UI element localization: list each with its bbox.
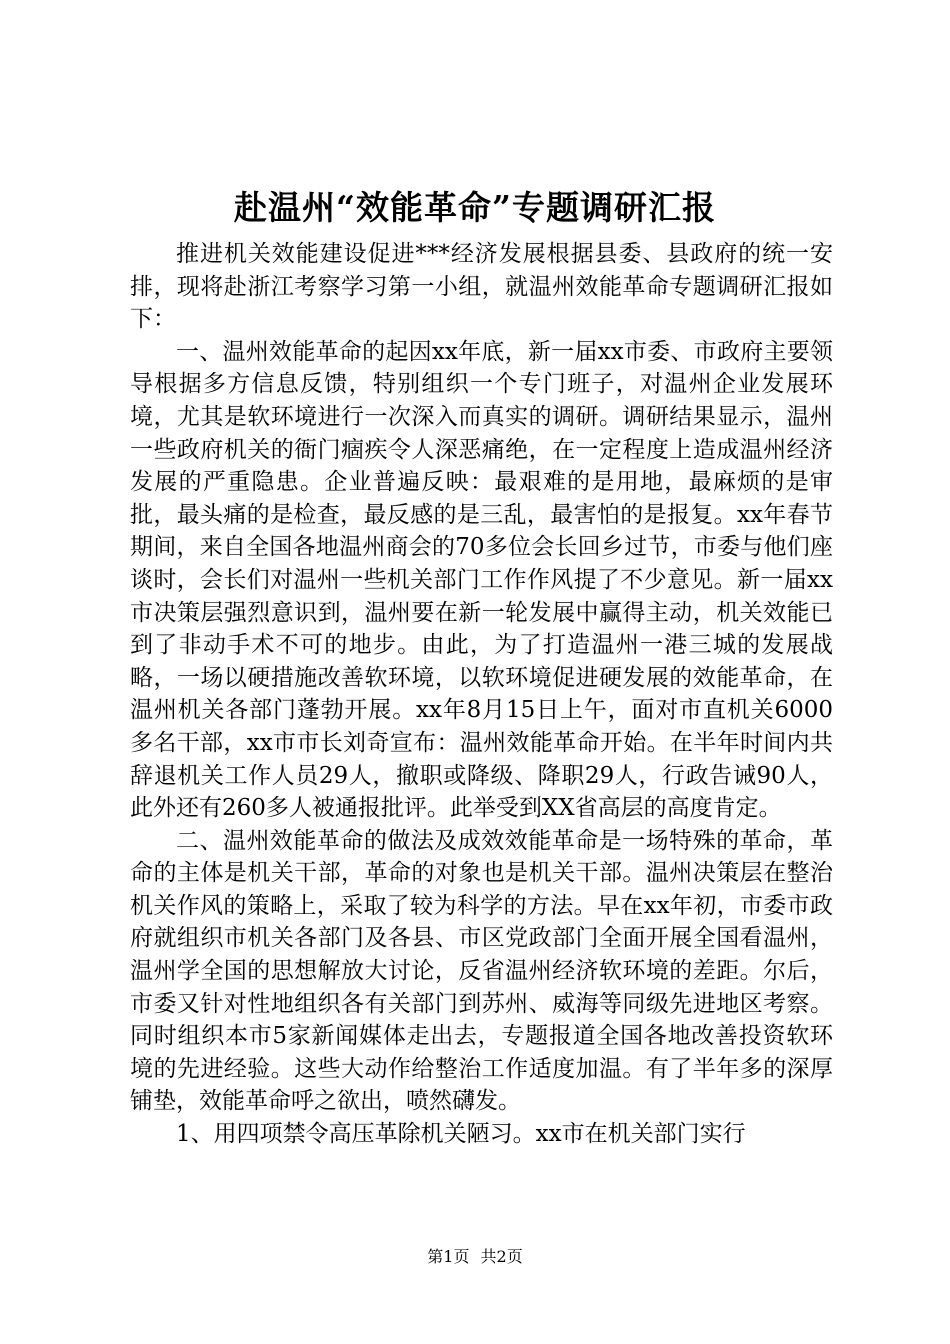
paragraph-section-two: 二、温州效能革命的做法及成效效能革命是一场特殊的革命，革命的主体是机关干部，革命的对象也是机关干部。温州决策层在整治机关作风的策略上，采取了较为科学的方法。早在xx年初，市委市政府就组织市机关各部门及各县、市区党政部门全面开展全国看温州，温州学全国的思想解放大讨论，反省温州经济软环境的差距。尔后，市委又针对性地组织各有关部门到苏州、威海等同级先进地区考察。同时组织本市5家新闻媒体走出去，专题报道全国各地改善投资软环境的先进经验。这些大动作给整治工作适度加温。有了半年多的深厚铺垫，效能革命呼之欲出，喷然礴发。 [130,827,833,1115]
page-number: 第1页 [427,1247,470,1266]
page-total: 共2页 [480,1247,523,1266]
page-footer [0,1245,950,1269]
document-body [130,238,833,1151]
paragraph-item-one: 1、用四项禁令高压革除机关陋习。xx市在机关部门实行 [176,1121,746,1148]
paragraph-intro: 推进机关效能建设促进***经济发展根据县委、县政府的统一安排，现将赴浙江考察学习第一小组，就温州效能革命专题调研汇报如下： [130,241,833,333]
document-title: 赴温州“效能革命”专题调研汇报 [234,188,716,227]
paragraph-section-one: 一、温州效能革命的起因xx年底，新一届xx市委、市政府主要领导根据多方信息反馈，特别组织一个专门班子，对温州企业发展环境，尤其是软环境进行一次深入而真实的调研。调研结果显示，温州一些政府机关的衙门痼疾令人深恶痛绝，在一定程度上造成温州经济发展的严重隐患。企业普遍反映：最艰难的是用地，最麻烦的是审批，最头痛的是检查，最反感的是三乱，最害怕的是报复。xx年春节期间，来自全国各地温州商会的70多位会长回乡过节，市委与他们座谈时，会长们对温州一些机关部门工作作风提了不少意见。新一届xx市决策层强烈意识到，温州要在新一轮发展中赢得主动，机关效能已到了非动手术不可的地步。由此，为了打造温州一港三城的发展战略，一场以硬措施改善软环境，以软环境促进硬发展的效能革命，在温州机关各部门蓬勃开展。xx年8月15日上午，面对市直机关6000多名干部，xx市市长刘奇宣布：温州效能革命开始。在半年时间内共辞退机关工作人员29人，撤职或降级、降职29人，行政告诫90人，此外还有260多人被通报批评。此举受到XX省高层的高度肯定。 [130,338,833,822]
